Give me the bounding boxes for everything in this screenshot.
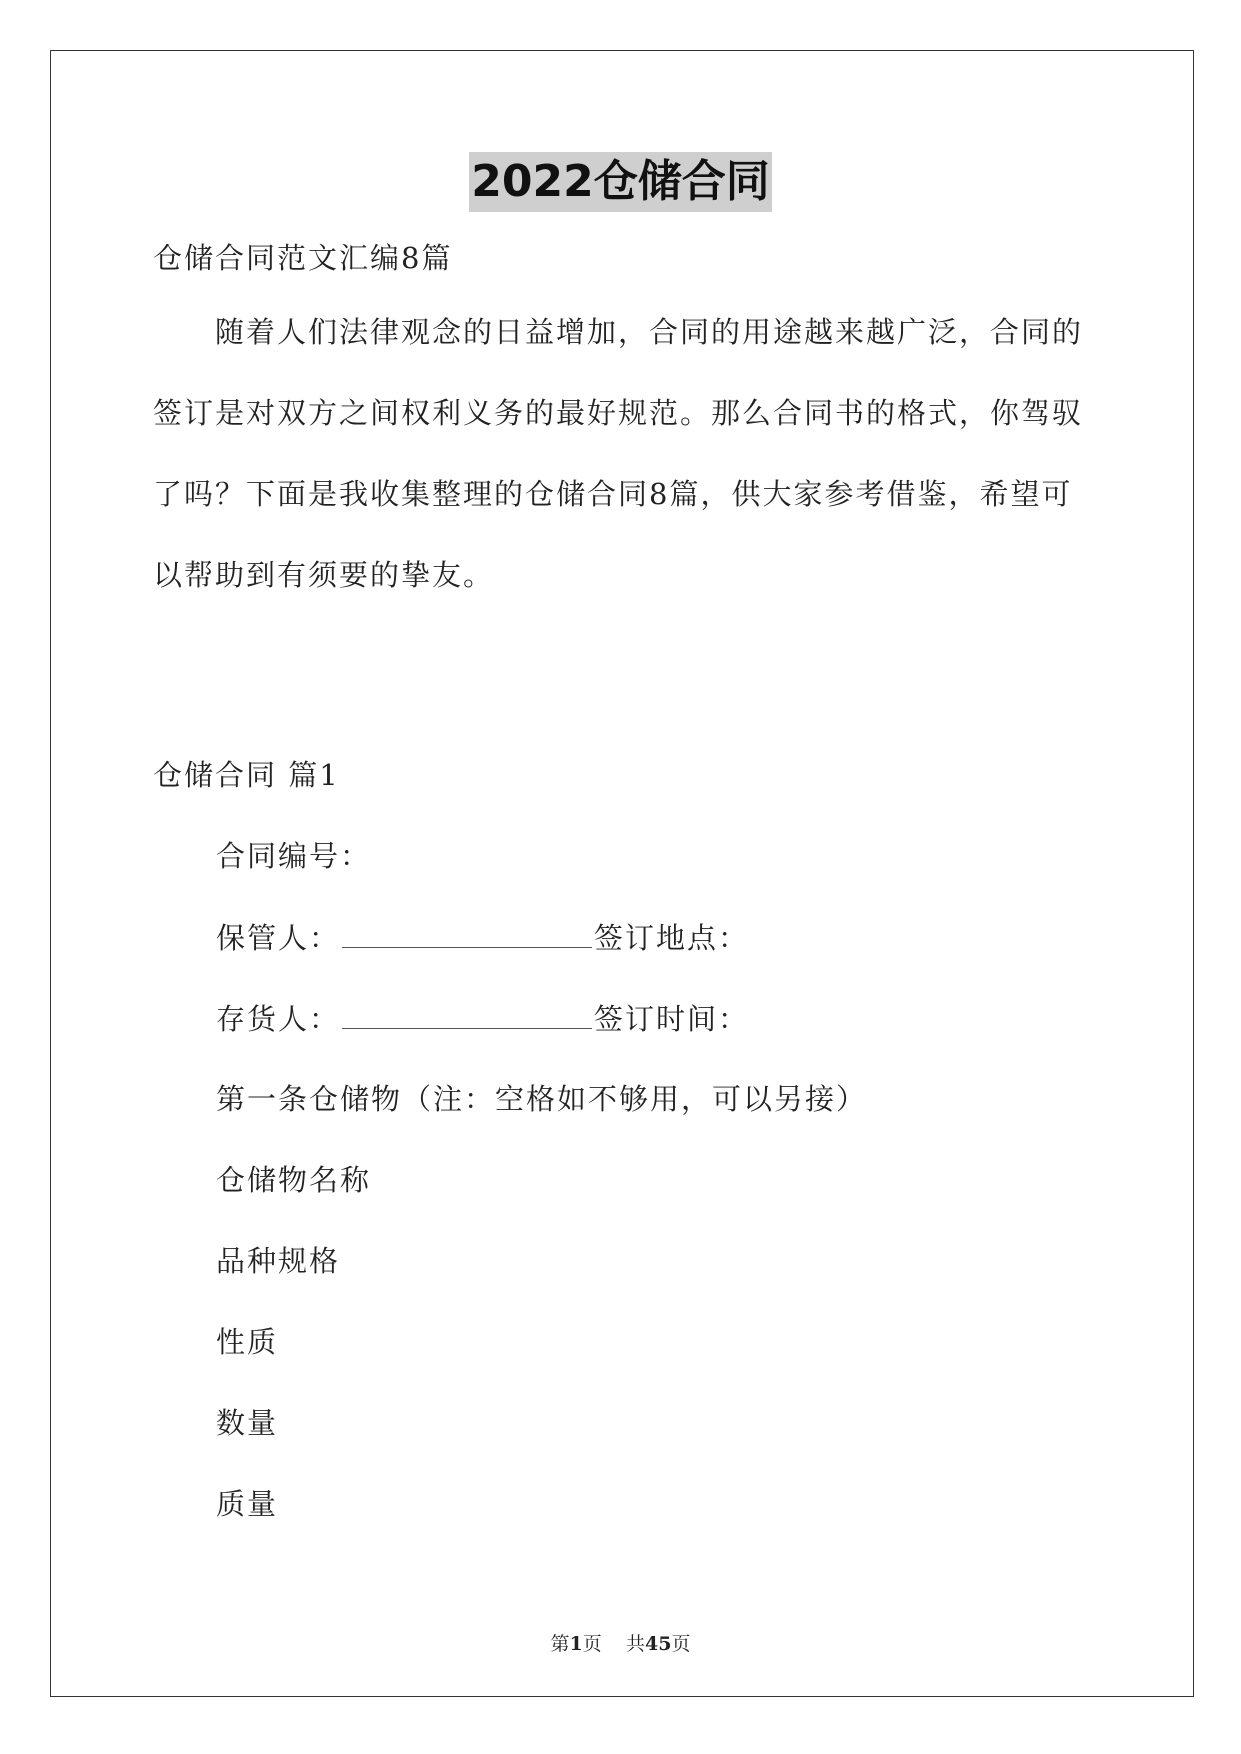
depositor-row [216, 998, 749, 1039]
document-subtitle: 仓储合同范文汇编8篇 [153, 241, 453, 275]
intro-line: 签订是对双方之间权利义务的最好规范。那么合同书的格式，你驾驭 [153, 396, 1084, 430]
contract-number-label: 合同编号： [216, 839, 372, 873]
footer-page-suffix: 页 [582, 1633, 602, 1655]
footer-total-suffix: 页 [671, 1633, 691, 1655]
field-quality: 质量 [216, 1487, 279, 1521]
footer-page-number: 1 [569, 1633, 583, 1655]
intro-line: 随着人们法律观念的日益增加，合同的用途越来越广泛，合同的 [153, 315, 1084, 349]
section-heading: 仓储合同 篇1 [153, 758, 340, 792]
intro-line: 以帮助到有须要的挚友。 [153, 558, 495, 592]
intro-paragraph [153, 312, 1093, 636]
title-container [0, 152, 1241, 212]
sign-place-label: 签订地点： [594, 921, 750, 955]
field-quantity: 数量 [216, 1406, 279, 1440]
keeper-blank-line [342, 917, 592, 948]
page-footer [0, 1632, 1241, 1656]
intro-line: 了吗？下面是我收集整理的仓储合同8篇，供大家参考借鉴，希望可 [153, 477, 1073, 511]
footer-total-pages: 45 [644, 1633, 672, 1655]
document-title: 2022仓储合同 [469, 152, 771, 212]
article-one: 第一条仓储物（注：空格如不够用，可以另接） [216, 1082, 868, 1116]
keeper-label: 保管人： [216, 921, 341, 955]
sign-time-label: 签订时间： [594, 1002, 750, 1036]
field-nature: 性质 [216, 1325, 279, 1359]
depositor-blank-line [342, 998, 592, 1029]
footer-prefix: 第 [550, 1633, 570, 1655]
footer-total-prefix: 共 [625, 1633, 645, 1655]
field-storage-name: 仓储物名称 [216, 1163, 372, 1197]
depositor-label: 存货人： [216, 1002, 341, 1036]
keeper-row [216, 917, 749, 958]
field-variety-spec: 品种规格 [216, 1244, 341, 1278]
